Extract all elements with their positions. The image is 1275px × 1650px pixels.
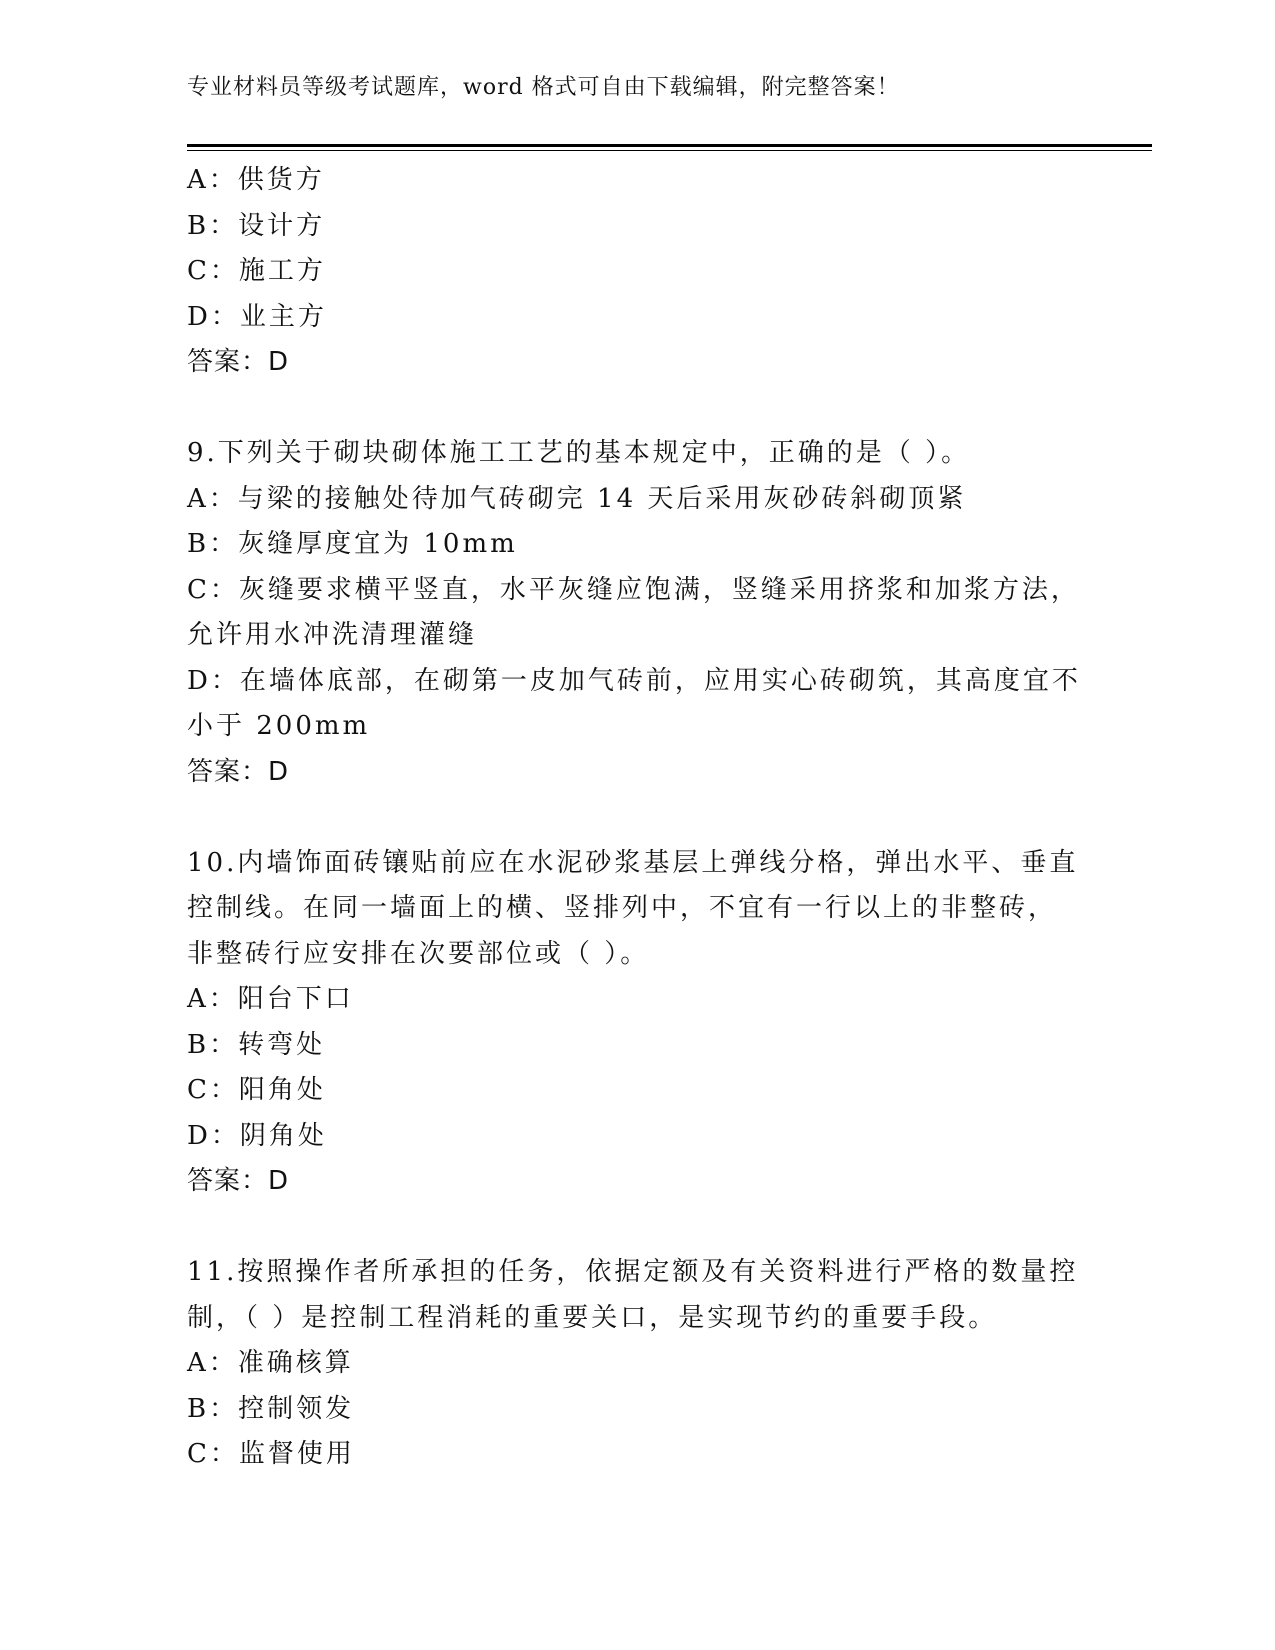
option-c-continued: 允许用水冲洗清理灌缝 <box>187 620 478 650</box>
question-stem: 9.下列关于砌块砌体施工工艺的基本规定中，正确的是（ ）。 <box>187 438 971 468</box>
answer-line: 答案：D <box>187 756 290 787</box>
option-c: C：灰缝要求横平竖直，水平灰缝应饱满，竖缝采用挤浆和加浆方法， <box>187 574 1080 605</box>
option-d: D：在墙体底部，在砌第一皮加气砖前，应用实心砖砌筑，其高度宜不 <box>187 665 1081 696</box>
option-a: A：供货方 <box>187 165 325 195</box>
option-d: D：业主方 <box>187 301 327 332</box>
answer-line: 答案：D <box>187 347 290 377</box>
option-d: D：阴角处 <box>187 1120 327 1151</box>
option-c: C：阳角处 <box>187 1075 326 1105</box>
header-divider-thick <box>187 144 1152 147</box>
question-content <box>187 158 1087 1478</box>
question-9 <box>187 431 1087 795</box>
answer-line: 答案：D <box>187 1166 290 1196</box>
option-a: A：阳台下口 <box>187 984 354 1014</box>
question-stem-continued: 制，（ ）是控制工程消耗的重要关口，是实现节约的重要手段。 <box>187 1302 998 1333</box>
question-stem: 11.按照操作者所承担的任务，依据定额及有关资料进行严格的数量控 <box>187 1257 1079 1287</box>
option-c: C：施工方 <box>187 256 326 286</box>
question-10 <box>187 841 1087 1205</box>
option-d-continued: 小于 200mm <box>187 711 371 741</box>
question-11 <box>187 1250 1087 1478</box>
option-c: C：监督使用 <box>187 1439 355 1469</box>
option-a: A：准确核算 <box>187 1348 354 1378</box>
question-8-options <box>187 158 1087 386</box>
question-stem-continued: 控制线。在同一墙面上的横、竖排列中，不宜有一行以上的非整砖， <box>187 893 1058 923</box>
option-b: B：转弯处 <box>187 1029 326 1060</box>
question-stem: 10.内墙饰面砖镶贴前应在水泥砂浆基层上弹线分格，弹出水平、垂直 <box>187 847 1079 878</box>
option-b: B：灰缝厚度宜为 10mm <box>187 529 518 559</box>
option-a: A：与梁的接触处待加气砖砌完 14 天后采用灰砂砖斜砌顶紧 <box>187 483 967 514</box>
page-header: 专业材料员等级考试题库，word 格式可自由下载编辑，附完整答案！ <box>187 75 900 100</box>
option-b: B：设计方 <box>187 210 326 241</box>
question-stem-continued: 非整砖行应安排在次要部位或（ ）。 <box>187 938 650 969</box>
header-divider-thin <box>187 150 1152 151</box>
option-b: B：控制领发 <box>187 1393 355 1424</box>
